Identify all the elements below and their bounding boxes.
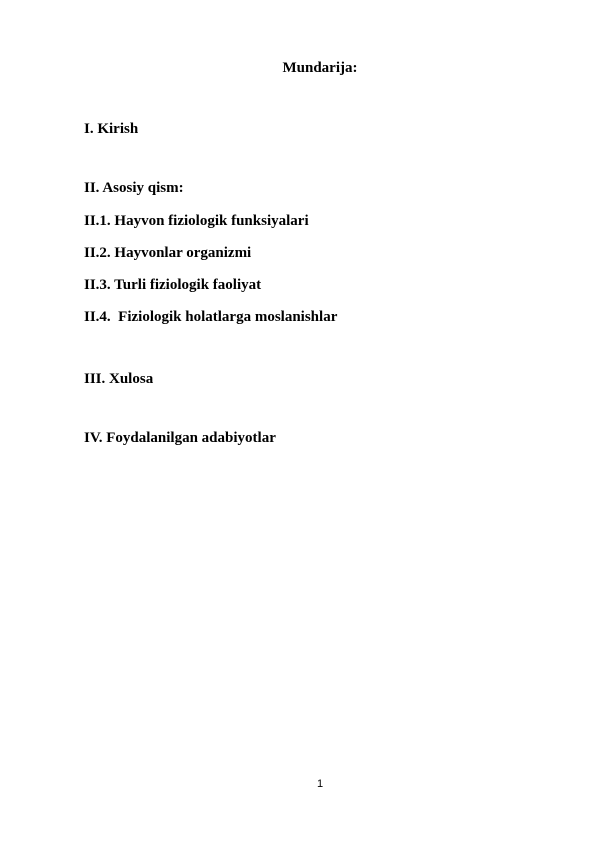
toc-entry-references: IV. Foydalanilgan adabiyotlar xyxy=(84,430,276,446)
toc-entry-section-2-1: II.1. Hayvon fiziologik funksiyalari xyxy=(84,213,309,229)
page-number: 1 xyxy=(316,778,324,790)
toc-title: Mundarija: xyxy=(282,60,358,76)
toc-entry-section-2-3: II.3. Turli fiziologik faoliyat xyxy=(84,277,262,293)
toc-entry-main-part: II. Asosiy qism: xyxy=(84,180,184,196)
toc-entry-section-2-4: II.4. Fiziologik holatlarga moslanishlar xyxy=(84,309,338,325)
toc-entry-section-2-2: II.2. Hayvonlar organizmi xyxy=(84,245,252,261)
toc-entry-conclusion: III. Xulosa xyxy=(84,371,154,387)
toc-entry-introduction: I. Kirish xyxy=(84,121,139,137)
